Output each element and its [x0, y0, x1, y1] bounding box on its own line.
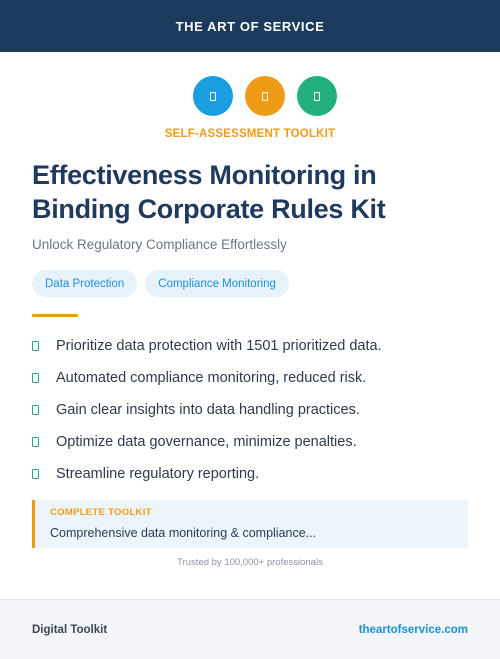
brand-name: THE ART OF SERVICE [175, 18, 325, 34]
feature-text: Prioritize data protection with 1501 prioritized data. [56, 338, 382, 354]
document-icon [245, 76, 285, 116]
feature-text: Gain clear insights into data handling practices. [56, 402, 360, 418]
check-icon [32, 437, 39, 447]
document-icon [297, 76, 337, 116]
feature-list [32, 330, 472, 490]
check-icon [32, 373, 39, 383]
callout-text: Comprehensive data monitoring & compliance... [50, 526, 317, 540]
tag-data-protection[interactable]: Data Protection [32, 270, 137, 297]
tag-compliance-monitoring[interactable]: Compliance Monitoring [145, 270, 289, 297]
footer-bar [0, 599, 500, 659]
header-bar [0, 0, 500, 52]
feature-text: Streamline regulatory reporting. [56, 466, 260, 482]
list-item [32, 426, 472, 458]
feature-text: Automated compliance monitoring, reduced risk. [56, 370, 367, 386]
check-icon [32, 469, 39, 479]
list-item [32, 394, 472, 426]
check-icon [32, 405, 39, 415]
tag-list [32, 270, 289, 297]
document-icon [193, 76, 233, 116]
trusted-by-note: Trusted by 100,000+ professionals [177, 557, 323, 568]
icon-row [0, 76, 500, 116]
eyebrow-label: SELF-ASSESSMENT TOOLKIT [164, 128, 336, 140]
footer-label: Digital Toolkit [32, 623, 108, 636]
list-item [32, 330, 472, 362]
page-subtitle: Unlock Regulatory Compliance Effortlessly [32, 237, 287, 252]
accent-divider [32, 314, 78, 317]
feature-text: Optimize data governance, minimize penalties. [56, 434, 357, 450]
complete-toolkit-callout[interactable] [32, 500, 468, 548]
website-link[interactable]: theartofservice.com [358, 623, 468, 636]
page-title: Effectiveness Monitoring in Binding Corporate Rules Kit [32, 160, 386, 224]
callout-label: COMPLETE TOOLKIT [50, 507, 152, 518]
list-item [32, 362, 472, 394]
list-item [32, 458, 472, 490]
check-icon [32, 341, 39, 351]
